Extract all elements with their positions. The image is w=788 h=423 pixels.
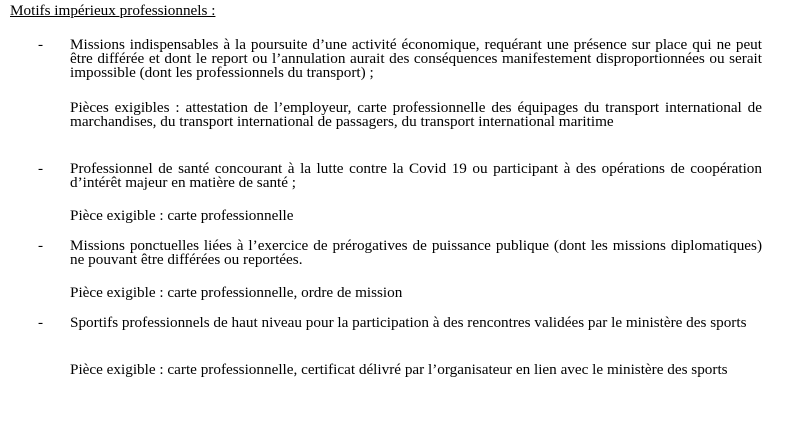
motif-missions-economiques: Missions indispensables à la poursuite d’une activité économique, requérant une présence sur place qui ne peut être différée et dont le report ou l’annulation aurait des conséquences manifestement disproportionnées ou serait impossible (dont les professionnels du transport) ; (70, 36, 762, 82)
piece-exigible-puissance-publique: Pièce exigible : carte professionnelle, ordre de mission (70, 284, 403, 301)
motif-missions-puissance-publique: Missions ponctuelles liées à l’exercice de prérogatives de puissance publique (dont les missions diplomatiques) ne pouvant être différées ou reportées. (70, 237, 762, 269)
piece-exigible-professionnel-sante: Pièce exigible : carte professionnelle (70, 207, 294, 224)
piece-exigible-sportifs: Pièce exigible : carte professionnelle, certificat délivré par l’organisateur en lien avec le ministère des sports (70, 361, 728, 378)
bullet-dash: - (38, 36, 44, 53)
bullet-dash: - (38, 160, 44, 177)
motif-professionnel-sante: Professionnel de santé concourant à la lutte contre la Covid 19 ou participant à des opérations de coopération d’intérêt majeur en matière de santé ; (70, 160, 762, 192)
bullet-dash: - (38, 237, 44, 254)
motif-sportifs-professionnels: Sportifs professionnels de haut niveau pour la participation à des rencontres validées par le ministère des sports (70, 314, 747, 331)
bullet-dash: - (38, 314, 44, 331)
pieces-exigibles-missions-economiques: Pièces exigibles : attestation de l’employeur, carte professionnelle des équipages du transport international de marchandises, du transport international de passagers, du transport international maritime (70, 99, 762, 131)
section-heading: Motifs impérieux professionnels : (10, 2, 216, 19)
